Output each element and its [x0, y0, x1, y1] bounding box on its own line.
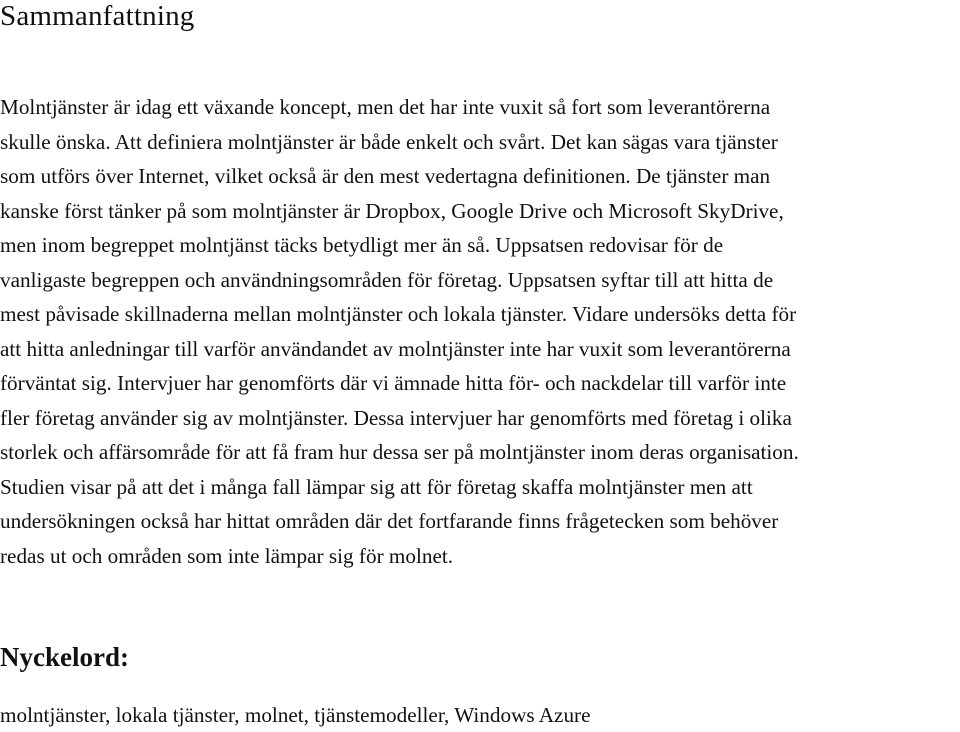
- section-title: Sammanfattning: [0, 0, 195, 32]
- keywords-heading: Nyckelord:: [0, 642, 129, 672]
- abstract-text: Molntjänster är idag ett växande koncept, men det har inte vuxit så fort som leverantörerna skulle önska. Att definiera molntjänster är både enkelt och svårt. Det kan sägas vara tjänster som utförs över Internet, vilket också är den mest vedertagna definitionen. De tjänster man kanske först tänker på som molntjänster är Dropbox, Google Drive och Microsoft SkyDrive, men inom begreppet molntjänst täcks betydligt mer än så. Uppsatsen redovisar för de vanligaste begreppen och användningsområden för företag. Uppsatsen syftar till att hitta de mest påvisade skillnaderna mellan molntjänster och lokala tjänster. Vidare undersöks detta för att hitta anledningar till varför användandet av molntjänster inte har vuxit som leverantörerna förväntat sig. Intervjuer har genomförts där vi ämnade hitta för- och nackdelar till varför inte fler företag använder sig av molntjänster. Dessa intervjuer har genomförts med företag i olika storlek och affärsområde för att få fram hur dessa ser på molntjänster inom deras organisation. Studien visar på att det i många fall lämpar sig att för företag skaffa molntjänster men att undersökningen också har hittat områden där det fortfarande finns frågetecken som behöver redas ut och områden som inte lämpar sig för molnet.: [0, 95, 799, 568]
- keywords-list: molntjänster, lokala tjänster, molnet, tjänstemodeller, Windows Azure: [0, 703, 591, 727]
